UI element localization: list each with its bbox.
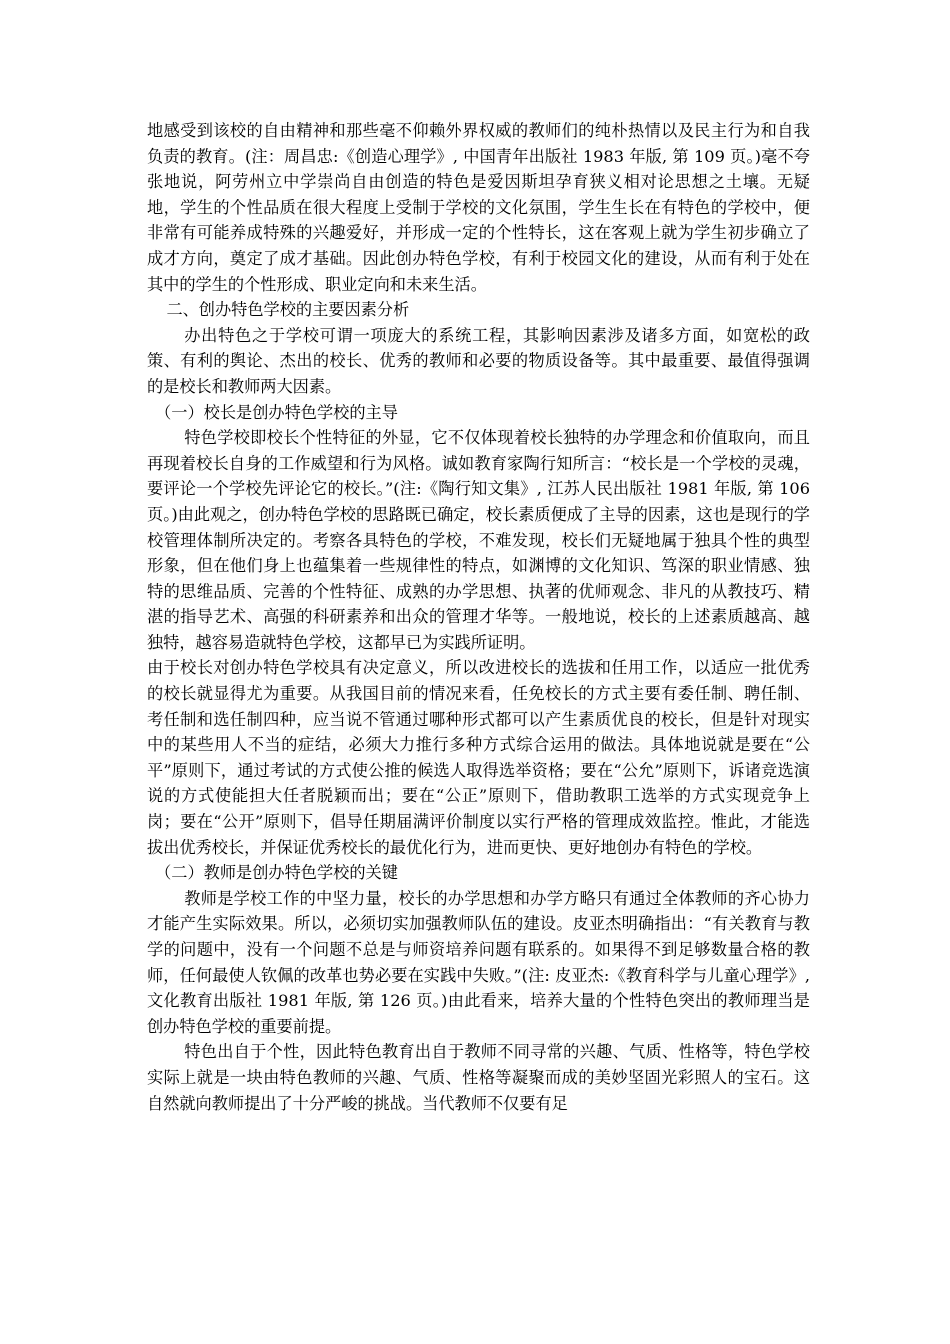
section-heading-factors: 二、创办特色学校的主要因素分析 [166, 300, 410, 320]
subheading-principal: （一）校长是创办特色学校的主导 [155, 402, 398, 422]
paragraph-school-culture: 地感受到该校的自由精神和那些毫不仰赖外界权威的教师们的纯朴热情以及民主行为和自我负责的教育。(注：周昌忠:《创造心理学》, 中国青年出版社 1983 年版, 第 109 页。)毫不夸张地说，阿劳州立中学崇尚自由创造的特色是爱因斯坦孕育狭义相对论思想之土壤。无疑地，学生的个性品质在很大程度上受制于学校的文化氛围，学生生长在有特色的学校中，便非常有可能养成特殊的兴趣爱好，并形成一定的个性特长，这在客观上就为学生初步确立了成才方向，奠定了成才基础。因此创办特色学校，有利于校园文化的建设，从而有利于处在其中的学生的个性形成、职业定向和未来生活。 [147, 121, 810, 294]
paragraph-teachers-role: 教师是学校工作的中坚力量，校长的办学思想和办学方略只有通过全体教师的齐心协力才能产生实际效果。所以，必须切实加强教师队伍的建设。皮亚杰明确指出：“有关教育与教学的问题中，没有一个问题不总是与师资培养问题有联系的。如果得不到足够数量合格的教师，任何最使人钦佩的改革也势必要在实践中失败。”(注: 皮亚杰:《教育科学与儿童心理学》, 文化教育出版社 1981 年版, 第 126 页。)由此看来，培养大量的个性特色突出的教师理当是创办特色学校的重要前提。 [147, 888, 810, 1036]
paragraph-factors-intro: 办出特色之于学校可谓一项庞大的系统工程，其影响因素涉及诸多方面，如宽松的政策、有利的舆论、杰出的校长、优秀的教师和必要的物质设备等。其中最重要、最值得强调的是校长和教师两大因素。 [147, 325, 810, 396]
paragraph-principal-traits: 特色学校即校长个性特征的外显，它不仅体现着校长独特的办学理念和价值取向，而且再现着校长自身的工作威望和行为风格。诚如教育家陶行知所言：“校长是一个学校的灵魂，要评论一个学校先评论它的校长。”(注:《陶行知文集》, 江苏人民出版社 1981 年版, 第 106 页。)由此观之，创办特色学校的思路既已确定，校长素质便成了主导的因素，这也是现行的学校管理体制所决定的。考察各具特色的学校，不难发现，校长们无疑地属于独具个性的典型形象，但在他们身上也蕴集着一些规律性的特点，如渊博的文化知识、笃深的职业情感、独特的思维品质、完善的个性特征、成熟的办学思想、执著的优师观念、非凡的从教技巧、精湛的指导艺术、高强的科研素养和出众的管理才华等。一般地说，校长的上述素质越高、越独特，越容易造就特色学校，这都早已为实践所证明。 [147, 428, 810, 652]
paragraph-principal-selection: 由于校长对创办特色学校具有决定意义，所以改进校长的选拔和任用工作，以适应一批优秀的校长就显得尤为重要。从我国目前的情况来看，任免校长的方式主要有委任制、聘任制、考任制和选任制四种，应当说不管通过哪种形式都可以产生素质优良的校长，但是针对现实中的某些用人不当的症结，必须大力推行多种方式综合运用的做法。具体地说就是要在“公平”原则下，通过考试的方式使公推的候选人取得选举资格；要在“公允”原则下，诉诸竞选演说的方式使能担大任者脱颖而出；要在“公正”原则下，借助教职工选举的方式实现竞争上岗；要在“公开”原则下，倡导任期届满评价制度以实行严格的管理成效监控。惟此，才能选拔出优秀校长，并保证优秀校长的最优化行为，进而更快、更好地创办有特色的学校。 [147, 658, 810, 857]
paragraph-teacher-character: 特色出自于个性，因此特色教育出自于教师不同寻常的兴趣、气质、性格等，特色学校实际上就是一块由特色教师的兴趣、气质、性格等凝聚而成的美妙坚固光彩照人的宝石。这自然就向教师提出了十分严峻的挑战。当代教师不仅要有足 [147, 1042, 810, 1113]
subheading-teachers: （二）教师是创办特色学校的关键 [155, 863, 398, 883]
